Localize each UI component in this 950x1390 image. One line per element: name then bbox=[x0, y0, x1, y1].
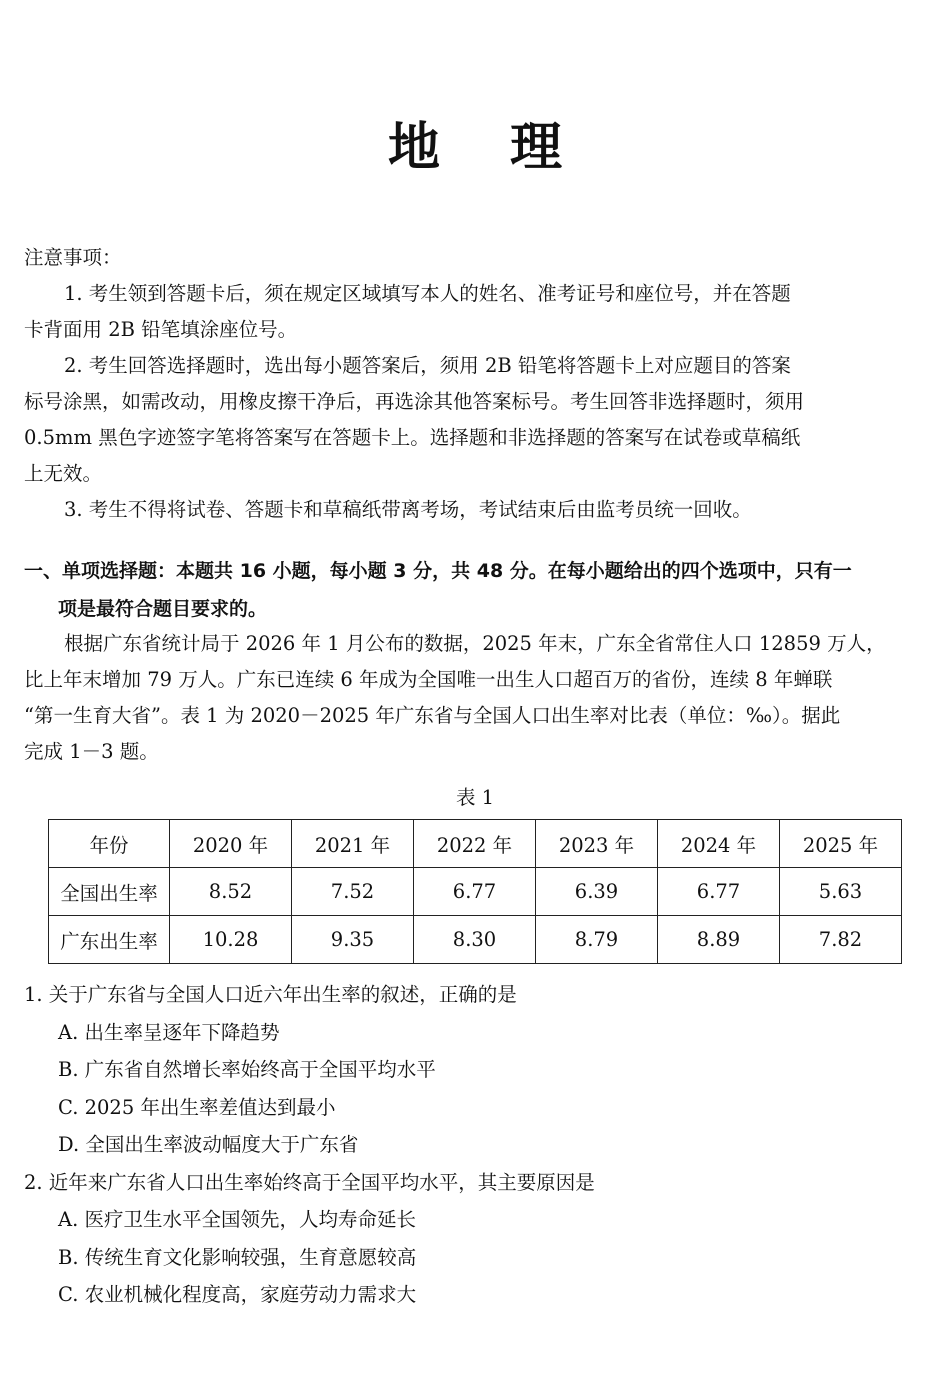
table-cell: 6.77 bbox=[414, 868, 536, 916]
note-2-line-1: 2. 考生回答选择题时，选出每小题答案后，须用 2B 铅笔将答题卡上对应题目的答案 bbox=[64, 354, 791, 377]
table-header-cell: 2021 年 bbox=[292, 820, 414, 868]
notes-section bbox=[24, 240, 926, 528]
table-row bbox=[49, 868, 902, 916]
note-1-line-2: 卡背面用 2B 铅笔填涂座位号。 bbox=[24, 318, 298, 341]
table-cell: 8.79 bbox=[536, 916, 658, 964]
questions-list bbox=[24, 976, 926, 1314]
note-3: 3. 考生不得将试卷、答题卡和草稿纸带离考场，考试结束后由监考员统一回收。 bbox=[64, 498, 752, 521]
table-cell: 8.89 bbox=[658, 916, 780, 964]
table-caption: 表 1 bbox=[455, 786, 495, 809]
passage-line-4: 完成 1－3 题。 bbox=[24, 740, 159, 763]
table-header-row bbox=[49, 820, 902, 868]
table-row-label: 广东出生率 bbox=[49, 916, 170, 964]
table-cell: 7.52 bbox=[292, 868, 414, 916]
question-1-option-c: C. 2025 年出生率差值达到最小 bbox=[58, 1095, 336, 1119]
table-cell: 7.82 bbox=[780, 916, 902, 964]
table-header-cell: 年份 bbox=[49, 820, 170, 868]
table-header-cell: 2022 年 bbox=[414, 820, 536, 868]
note-1-line-1: 1. 考生领到答题卡后，须在规定区域填写本人的姓名、准考证号和座位号，并在答题 bbox=[64, 282, 791, 305]
table-cell: 5.63 bbox=[780, 868, 902, 916]
table-cell: 6.77 bbox=[658, 868, 780, 916]
table-header-cell: 2024 年 bbox=[658, 820, 780, 868]
passage-line-3: “第一生育大省”。表 1 为 2020－2025 年广东省与全国人口出生率对比表（单位：‰）。据此 bbox=[24, 704, 841, 727]
question-1-stem: 1. 关于广东省与全国人口近六年出生率的叙述，正确的是 bbox=[24, 983, 517, 1006]
question-1-option-a: A. 出生率呈逐年下降趋势 bbox=[58, 1020, 280, 1044]
notes-heading: 注意事项： bbox=[24, 246, 122, 269]
question-1-option-d: D. 全国出生率波动幅度大于广东省 bbox=[58, 1133, 359, 1156]
title-char-2: 理 bbox=[510, 118, 563, 178]
table-row-label: 全国出生率 bbox=[49, 868, 170, 916]
birth-rate-table bbox=[48, 819, 902, 964]
table-header-cell: 2023 年 bbox=[536, 820, 658, 868]
table-header-cell: 2025 年 bbox=[780, 820, 902, 868]
passage-line-1: 根据广东省统计局于 2026 年 1 月公布的数据，2025 年末，广东全省常住人口 12859 万人， bbox=[64, 632, 886, 655]
passage-line-2: 比上年末增加 79 万人。广东已连续 6 年成为全国唯一出生人口超百万的省份，连续 8 年蝉联 bbox=[24, 668, 833, 691]
note-2-line-3: 0.5mm 黑色字迹签字笔将答案写在答题卡上。选择题和非选择题的答案写在试卷或草稿纸 bbox=[24, 426, 801, 449]
table-cell: 8.52 bbox=[170, 868, 292, 916]
reading-passage bbox=[24, 626, 926, 770]
table-cell: 6.39 bbox=[536, 868, 658, 916]
question-2-option-b: B. 传统生育文化影响较强，生育意愿较高 bbox=[58, 1245, 417, 1269]
table-row bbox=[49, 916, 902, 964]
question-1-option-b: B. 广东省自然增长率始终高于全国平均水平 bbox=[58, 1058, 436, 1081]
page-title bbox=[24, 118, 926, 178]
table-cell: 10.28 bbox=[170, 916, 292, 964]
question-2-option-c: C. 农业机械化程度高，家庭劳动力需求大 bbox=[58, 1283, 417, 1306]
section-heading-line-2: 项是最符合题目要求的。 bbox=[58, 598, 268, 620]
question-2-option-a: A. 医疗卫生水平全国领先，人均寿命延长 bbox=[58, 1208, 416, 1231]
note-2-line-2: 标号涂黑，如需改动，用橡皮擦干净后，再选涂其他答案标号。考生回答非选择题时，须用 bbox=[24, 390, 805, 413]
note-2-line-4: 上无效。 bbox=[24, 462, 103, 485]
question-2-stem: 2. 近年来广东省人口出生率始终高于全国平均水平，其主要原因是 bbox=[24, 1170, 595, 1194]
table-cell: 9.35 bbox=[292, 916, 414, 964]
section-heading-line-1: 一、单项选择题：本题共 16 小题，每小题 3 分，共 48 分。在每小题给出的四个选项中，只有一 bbox=[24, 560, 852, 582]
title-char-1: 地 bbox=[387, 118, 440, 178]
section-heading bbox=[24, 552, 926, 628]
table-header-cell: 2020 年 bbox=[170, 820, 292, 868]
table-cell: 8.30 bbox=[414, 916, 536, 964]
